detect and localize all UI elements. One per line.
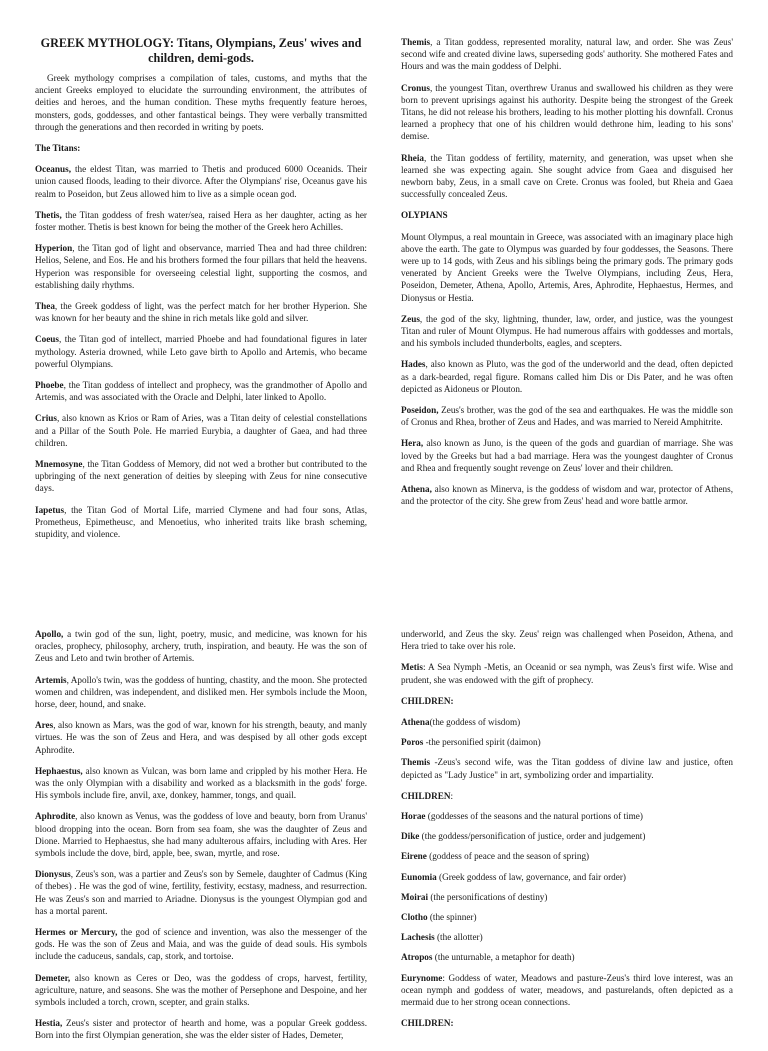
entry-name: Lachesis — [401, 932, 435, 943]
deity-entry — [35, 719, 367, 756]
entry-text: also known as Juno, is the queen of the gods and guardian of marriage. She was loved by the Greeks but had a bad marriage. Hera was the youngest daughter of Cronus and Rhea and frequently sought revenge on Zeus' lover and their children. — [401, 438, 733, 473]
entry-text: also known as Ceres or Deo, was the goddess of crops, harvest, fertility, agriculture, nature, and seasons. She was the mother of Persephone and Despoine, and her symbols included a torch, crown, scepter, and grain stalks. — [35, 972, 367, 1008]
entry-name: Coeus — [35, 334, 59, 345]
deity-entry — [401, 358, 733, 395]
entry-text: , the Titan goddess of fertility, maternity, and generation, was upset when she learned she was expecting again. She sought advice from Gaea and disguised her newborn baby, Zeus, in a small cave on Crete. Cronus was fooled, but Rheia and Gaea successfully concealed Zeus. — [401, 152, 733, 200]
child-entry — [401, 850, 733, 862]
entry-name: Horae — [401, 811, 426, 822]
deity-entry — [35, 412, 367, 449]
entry-name: Phoebe — [35, 380, 64, 391]
entry-text: , also known as Venus, was the goddess of love and beauty, born from Uranus' blood dropping into the ocean. Born from sea foam, she was the daughter of Zeus and Dione. Married to Hephaestus, she had many adulterous affairs, including with Ares. Her symbols include the dove, bird, apple, bee, swan, myrtle, and rose. — [35, 811, 367, 859]
entry-text: (the allotter) — [434, 932, 483, 943]
entry-text: (the goddess/personification of justice, order and judgement) — [419, 831, 646, 842]
entry-name: Oceanus, — [35, 164, 71, 175]
deity-entry — [35, 926, 367, 963]
deity-entry — [401, 36, 733, 73]
entry-name: Hades — [401, 359, 426, 370]
entry-text: , also known as Mars, was the god of war, known for his strength, beauty, and manly virtues. He was the son of Zeus and Hera, and was despised by all other gods except Aphrodite. — [35, 720, 367, 755]
entry-text: , also known as Pluto, was the god of the underworld and the dead, often depicted as a dark-bearded, regal figure. Romans called him Dis or Dis Pater, and he was often depicted as Aidoneus or Plouton. — [401, 359, 733, 394]
entry-name: Hestia, — [35, 1018, 63, 1029]
titans-entries — [35, 163, 367, 540]
entry-text: , the Titan goddess of intellect and prophecy, was the grandmother of Apollo and Artemis, and was associated with the Oracle and Delphi, later linked to Apollo. — [35, 380, 367, 403]
entry-text: , the god of the sky, lightning, thunder, law, order, and justice, was the youngest Titan and ruler of Mount Olympus. He had numerous affairs with goddesses and mortals, and his symbols included thunderbolts, eagles, and scepters. — [401, 313, 733, 349]
entry-text: : A Sea Nymph -Metis, an Oceanid or sea nymph, was Zeus's first wife. Wise and prudent, she was endowed with the gift of prophecy. — [401, 662, 733, 685]
deity-entry — [35, 458, 367, 495]
document-page-2 — [0, 622, 768, 1041]
child-entry — [401, 736, 733, 748]
entry-text: , also known as Krios or Ram of Aries, was a Titan deity of celestial constellations and a Pillar of the South Pole. He married Eurybia, a daughter of Gaea, and had three children. — [35, 413, 367, 448]
olympians-entries-continued — [35, 628, 367, 1042]
olympus-intro-paragraph: Mount Olympus, a real mountain in Greece, was associated with an imaginary place high above the earth. The gate to Olympus was guarded by four goddesses, the Seasons. There were up to 14 gods, with Zeus and his siblings being the primary gods. The primary gods venerated by Ancient Greeks were the Twelve Olympians, including Zeus, Hera, Poseidon, Demeter, Athena, Apollo, Artemis, Ares, Aphrodite, Hephaestus, Hermes, and Dionysus or Hestia. — [401, 231, 733, 303]
deity-entry — [35, 674, 367, 711]
deity-entry — [401, 437, 733, 474]
metis-entry — [401, 661, 733, 685]
entry-text: the god of science and invention, was also the messenger of the gods. He was the son of Zeus and Maia, and was the guide of dead souls. His symbols include the caduceus, sandals, cap, stork, and tortoise. — [35, 927, 367, 962]
entry-name: Poros — [401, 737, 424, 748]
child-entry — [401, 931, 733, 943]
entry-name: Athena, — [401, 484, 432, 495]
entry-text: : Goddess of water, Meadows and pasture-Zeus's third love interest, was an ocean nymph and goddess of water, meadows, and pasturelands, often depicted as a mermaid due to her strong ocean connections. — [401, 972, 733, 1008]
deity-entry — [35, 504, 367, 541]
children-heading-metis: CHILDREN: — [401, 695, 454, 706]
entry-name: Rheia — [401, 152, 424, 163]
deity-entry — [35, 209, 367, 233]
entry-text: , the Titan Goddess of Memory, did not wed a brother but contributed to the upbringing of the next generation of deities by sleeping with Zeus for nine consecutive days. — [35, 459, 367, 494]
children-heading-suffix: : — [450, 790, 454, 801]
deity-entry — [401, 483, 733, 507]
entry-text: Zeus's brother, was the god of the sea and earthquakes. He was the middle son of Cronus and Rhea, brother of Zeus and Hades, and was married to Nereid Amphitrite. — [401, 405, 733, 428]
entry-name: Ares — [35, 720, 54, 731]
entry-name: Eirene — [401, 851, 427, 862]
entry-name: Demeter, — [35, 972, 71, 983]
entry-text: the Titan goddess of fresh water/sea, raised Hera as her daughter, acting as her foster mother. Thetis is best known for being the mother of the Greek hero Achilles. — [35, 209, 367, 233]
child-entry — [401, 716, 733, 728]
deity-entry — [35, 810, 367, 859]
deity-entry — [35, 972, 367, 1009]
deity-entry — [35, 300, 367, 324]
entry-name: Dionysus — [35, 869, 71, 880]
entry-text: , the Greek goddess of light, was the perfect match for her brother Hyperion. She was known for her beauty and the shine in rich metals like gold and silver. — [35, 301, 367, 324]
entry-text: (the personifications of destiny) — [428, 891, 548, 902]
entry-name: Atropos — [401, 952, 433, 963]
entry-name: Cronus — [401, 82, 430, 93]
entry-name: Hera, — [401, 438, 424, 449]
metis-children-list — [401, 716, 733, 748]
entry-text: , a Titan goddess, represented morality, natural law, and order. She was Zeus' second wife and created divine laws, superseding gods' authority. She mothered Fates and Hours and was the main goddess of Delphi. — [401, 37, 733, 72]
entry-name: Zeus — [401, 313, 420, 324]
entry-name: Dike — [401, 831, 420, 842]
entry-text: (Greek goddess of law, governance, and fair order) — [436, 871, 626, 882]
children-heading-eurynome: CHILDREN: — [401, 1018, 454, 1029]
entry-text: the eldest Titan, was married to Thetis and produced 6000 Oceanids. Their union caused floods, leading to their divorce. After the Olympians' rise, Oceanus gave his realm to Poseidon, but Zeus allowed him to live as a simple ocean god. — [35, 164, 367, 199]
child-entry — [401, 891, 733, 903]
children-heading-label: CHILDREN — [401, 790, 451, 801]
entry-name: Poseidon, — [401, 405, 439, 416]
entry-text: also known as Minerva, is the goddess of wisdom and war, protector of Athens, and the protector of the city. She grew from Zeus' head and wore battle armor. — [401, 484, 733, 507]
eurynome-entry — [401, 972, 733, 1009]
entry-name: Thea — [35, 301, 55, 312]
entry-name: Hermes or Mercury, — [35, 927, 118, 938]
deity-entry — [35, 379, 367, 403]
entry-name: Hyperion — [35, 243, 73, 254]
titans-heading: The Titans: — [35, 143, 81, 154]
deity-entry — [35, 1017, 367, 1041]
entry-name: Iapetus — [35, 504, 65, 515]
entry-name: Aphrodite — [35, 811, 76, 822]
deity-entry — [35, 765, 367, 802]
child-entry — [401, 830, 733, 842]
olympians-heading: OLYPIANS — [401, 210, 448, 221]
entry-name: Themis — [401, 37, 431, 47]
intro-paragraph: Greek mythology comprises a compilation of tales, customs, and myths that the ancient Greeks employed to elucidate the surrounding environment, the attributes of deities and heroes, and the human condition. These myths frequently feature heroes, monsters, gods, goddesses, and other fantastical beings. They were verbally transmitted through the generations and then recorded in writing by poets. — [35, 73, 367, 132]
entry-name: Mnemosyne — [35, 459, 83, 470]
entry-text: (the goddess of wisdom) — [429, 717, 521, 728]
entry-text: , Zeus's son, was a partier and Zeus's son by Semele, daughter of Cadmus (King of thebes) . He was the god of wine, fertility, festivity, ecstasy, madness, and resurrection. He was Zeus's son and married to Ariadne. Dionysus is the youngest Olympian god and has a mortal parent. — [35, 869, 367, 916]
entry-text: -the personified spirit (daimon) — [423, 737, 541, 748]
entry-text: (the spinner) — [427, 912, 477, 923]
entry-name: Apollo, — [35, 629, 64, 639]
entry-text: (the unturnable, a metaphor for death) — [432, 952, 575, 963]
deity-entry — [35, 242, 367, 291]
children-heading-themis — [401, 790, 733, 802]
deity-entry — [401, 82, 733, 143]
entry-name: Clotho — [401, 912, 428, 923]
deity-entry — [35, 868, 367, 917]
deity-entry — [401, 313, 733, 350]
entry-text: , the Titan god of light and observance, married Thea and had three children: Helios, Selene, and Eos. He and his brothers formed the four pillars that held the heavens. Hyperion was responsible for overseeing celestial light, supporting the cosmos, and establishing daily rhythms. — [35, 243, 367, 290]
entry-text: , the Titan god of intellect, married Phoebe and had foundational figures in later mythology. Asteria drowned, while Leto gave birth to Apollo and Artemis, who became powerful Olympians. — [35, 334, 367, 369]
page2-right-column — [401, 628, 733, 1038]
themis-wife-entry — [401, 756, 733, 780]
deity-entry — [401, 404, 733, 428]
entry-text: Zeus's sister and protector of hearth and home, was a popular Greek goddess. Born into the first Olympian generation, she was the elder sister of Hades, Demeter, — [35, 1018, 367, 1041]
entry-text: a twin god of the sun, light, poetry, music, and medicine, was known for his oracles, prophecy, philosophy, archery, truth, inspiration, and beauty. He was the son of Zeus and Leto and twin brother of Artemis. — [35, 629, 367, 664]
entry-name: Metis — [401, 662, 423, 673]
entry-name: Crius — [35, 413, 57, 424]
deity-entry — [35, 628, 367, 665]
deity-entry — [35, 163, 367, 200]
continued-paragraph: underworld, and Zeus the sky. Zeus' reign was challenged when Poseidon, Athena, and Hera tried to take over his role. — [401, 629, 733, 652]
entry-name: Hephaestus, — [35, 765, 83, 776]
child-entry — [401, 810, 733, 822]
entry-text: , the Titan God of Mortal Life, married Clymene and had four sons, Atlas, Prometheus, Epimetheusc, and Menoetius, who inherited traits like brash scheming, stupidity, and violence. — [35, 504, 367, 540]
child-entry — [401, 871, 733, 883]
titans-entries-continued — [401, 36, 733, 200]
deity-entry — [401, 152, 733, 201]
entry-text: also known as Vulcan, was born lame and crippled by his mother Hera. He was the only Olympian with a disability and worked as a blacksmith in the gods' forge. His symbols include fire, anvil, axe, donkey, hammer, tongs, and quail. — [35, 765, 367, 801]
entry-text: , the youngest Titan, overthrew Uranus and swallowed his children as they were born to prevent uprisings against his authority. Despite being the strongest of the Greek Titans, he did not release his brothers, leading to his mother plotting his downfall. Cronus learned a prophecy that one of his children would dethrone him, leading to his sons' demise. — [401, 82, 733, 142]
olympians-entries — [401, 313, 733, 508]
entry-text: -Zeus's second wife, was the Titan goddess of divine law and justice, often depicted as "Lady Justice" in art, symbolizing order and impartiality. — [401, 757, 733, 780]
entry-text: (goddess of peace and the season of spring) — [426, 851, 590, 862]
page1-left-column — [35, 36, 367, 549]
page1-right-column — [401, 36, 733, 517]
child-entry — [401, 911, 733, 923]
document-title: GREEK MYTHOLOGY: Titans, Olympians, Zeus' wives and children, demi-gods. — [40, 36, 362, 65]
entry-name: Eurynome — [401, 972, 443, 983]
entry-text: (goddesses of the seasons and the natural portions of time) — [425, 811, 643, 822]
entry-name: Artemis — [35, 674, 67, 685]
themis-children-list — [401, 810, 733, 964]
deity-entry — [35, 333, 367, 370]
entry-name: Eunomia — [401, 871, 437, 882]
entry-name: Athena — [401, 717, 430, 728]
entry-name: Themis — [401, 757, 431, 768]
entry-name: Thetis, — [35, 209, 62, 220]
child-entry — [401, 951, 733, 963]
entry-text: , Apollo's twin, was the goddess of hunting, chastity, and the moon. She protected women and children, was independent, and disliked men. Her symbols include the Moon, horse, deer, hound, and snake. — [35, 674, 367, 710]
page2-left-column — [35, 628, 367, 1051]
entry-name: Moirai — [401, 891, 429, 902]
